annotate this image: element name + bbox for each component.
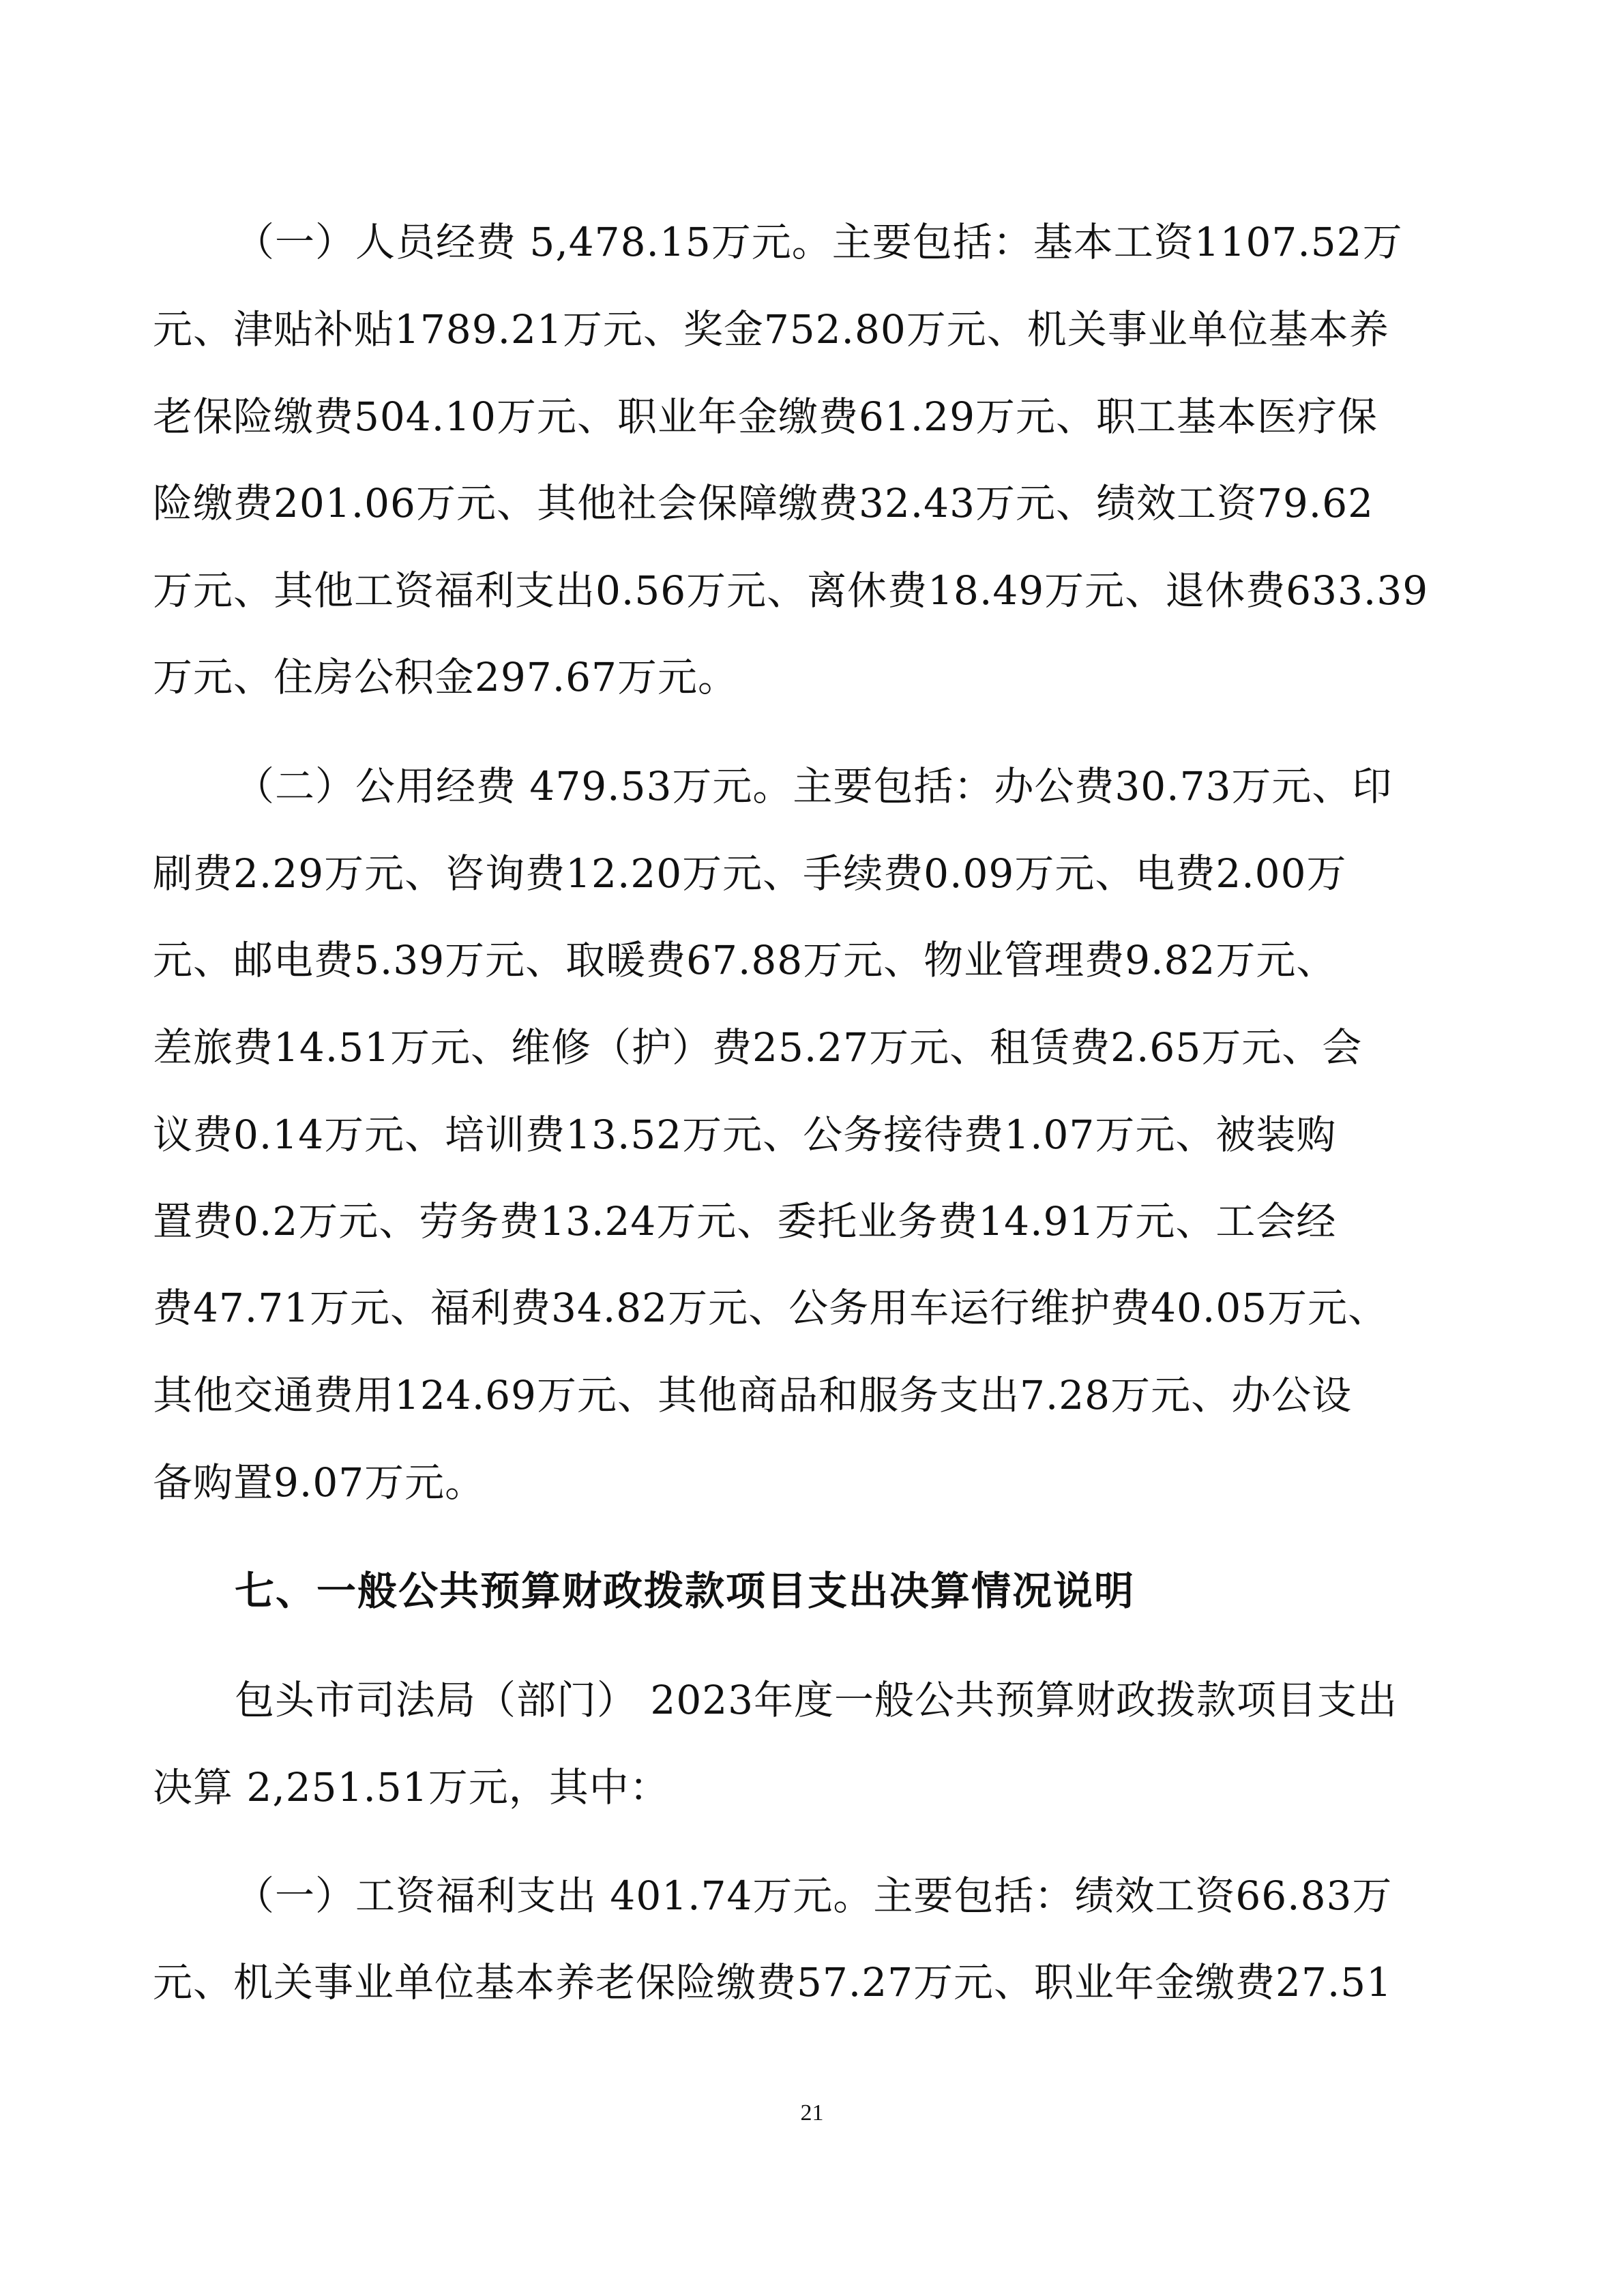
paragraph-2-line-3: 元、邮电费5.39万元、取暖费67.88万元、物业管理费9.82万元、 (153, 937, 1337, 983)
paragraph-2-line-7: 费47.71万元、福利费34.82万元、公务用车运行维护费40.05万元、 (153, 1285, 1389, 1331)
paragraph-4-line-1: （一）工资福利支出 401.74万元。主要包括：绩效工资66.83万 (235, 1873, 1393, 1919)
paragraph-3-line-2: 决算 2,251.51万元，其中： (153, 1764, 670, 1810)
paragraph-1-line-5: 万元、其他工资福利支出0.56万元、离休费18.49万元、退休费633.39 (153, 567, 1429, 614)
paragraph-2-line-5: 议费0.14万元、培训费13.52万元、公务接待费1.07万元、被装购 (153, 1112, 1337, 1158)
section-heading: 七、一般公共预算财政拨款项目支出决算情况说明 (235, 1568, 1136, 1614)
paragraph-2-line-8: 其他交通费用124.69万元、其他商品和服务支出7.28万元、办公设 (153, 1372, 1353, 1418)
paragraph-1-line-1: （一）人员经费 5,478.15万元。主要包括：基本工资1107.52万 (235, 219, 1403, 265)
paragraph-2-line-9: 备购置9.07万元。 (153, 1459, 486, 1506)
page-number: 21 (800, 2100, 824, 2126)
paragraph-2-line-4: 差旅费14.51万元、维修（护）费25.27万元、租赁费2.65万元、会 (153, 1024, 1363, 1071)
paragraph-2-line-1: （二）公用经费 479.53万元。主要包括：办公费30.73万元、印 (235, 763, 1393, 809)
paragraph-1-line-6: 万元、住房公积金297.67万元。 (153, 654, 738, 700)
paragraph-3-line-1: 包头市司法局（部门） 2023年度一般公共预算财政拨款项目支出 (235, 1677, 1398, 1723)
paragraph-1-line-2: 元、津贴补贴1789.21万元、奖金752.80万元、机关事业单位基本养 (153, 306, 1389, 353)
paragraph-2-line-2: 刷费2.29万元、咨询费12.20万元、手续费0.09万元、电费2.00万 (153, 850, 1347, 897)
paragraph-2-line-6: 置费0.2万元、劳务费13.24万元、委托业务费14.91万元、工会经 (153, 1198, 1337, 1244)
paragraph-4-line-2: 元、机关事业单位基本养老保险缴费57.27万元、职业年金缴费27.51 (153, 1959, 1393, 2006)
paragraph-1-line-4: 险缴费201.06万元、其他社会保障缴费32.43万元、绩效工资79.62 (153, 480, 1374, 526)
paragraph-1-line-3: 老保险缴费504.10万元、职业年金缴费61.29万元、职工基本医疗保 (153, 393, 1378, 440)
